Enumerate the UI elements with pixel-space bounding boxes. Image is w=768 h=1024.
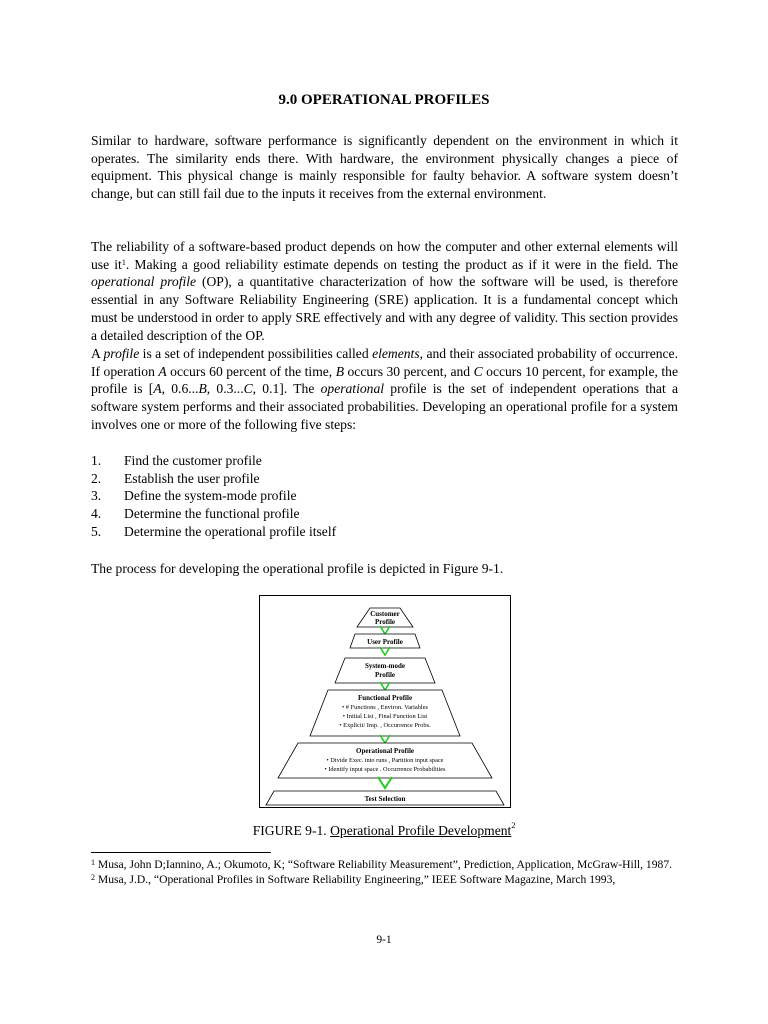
process-sentence: The process for developing the operational profile is depicted in Figure 9-1. xyxy=(91,561,504,576)
system-mode-label-2: Profile xyxy=(374,671,396,679)
footnote-marker: 2 xyxy=(91,873,95,882)
footnote-item xyxy=(91,857,681,872)
operational-profile-line: • Divide Exec. into runs , Partition input space xyxy=(326,757,444,764)
list-item-text: Determine the functional profile xyxy=(124,506,300,522)
list-item-text: Define the system-mode profile xyxy=(124,488,297,504)
paragraph-reliability xyxy=(91,238,678,344)
functional-profile-line: • # Functions , Environ. Variables xyxy=(341,704,429,711)
list-item-number: 5. xyxy=(91,523,102,539)
para3-text: , 0.1]. The xyxy=(252,381,321,397)
caption-prefix: FIGURE 9-1. xyxy=(252,823,331,838)
para3-italic: C xyxy=(473,363,483,379)
para3-text: , 0.6... xyxy=(161,381,199,397)
arrow-down-icon xyxy=(378,777,392,788)
para3-text: occurs 10 percent, for example, the profile is [ xyxy=(91,363,678,397)
page-number: 9-1 xyxy=(376,934,392,946)
list-item-text: Find the customer profile xyxy=(124,453,262,468)
para3-text: occurs 60 percent of the time, xyxy=(166,363,336,379)
footnote-item xyxy=(91,872,681,887)
footnote-ref-1[interactable]: 1 xyxy=(121,257,126,267)
para3-italic: A xyxy=(153,381,162,397)
footnote-marker: 1 xyxy=(91,858,95,867)
functional-profile-line: • Explicit/ Imp. , Occurrence Probs. xyxy=(339,722,431,729)
paragraph-process xyxy=(91,560,678,578)
para3-text: profile is the set of independent operations that a software system performs and their associated probabilities. Developing an operational profile for a system involves one or more of the following five steps: xyxy=(91,381,678,432)
para3-italic: operational xyxy=(320,381,385,397)
test-selection-label: Test Selection xyxy=(364,795,406,803)
para3-text: is a set of independent possibilities called xyxy=(139,346,373,361)
pyramid-svg xyxy=(260,596,512,809)
para3-text: , and their associated probability of occurrence. If operation xyxy=(91,346,678,379)
footnote-text: Musa, J.D., “Operational Profiles in Software Reliability Engineering,” IEEE Software Magazine, March 1993, xyxy=(95,873,616,886)
paragraph-profile-definition xyxy=(91,345,678,434)
list-item-number: 1. xyxy=(91,453,102,468)
para2-part-c: (OP), a quantitative characterization of how the software will be used, is therefore essential in any Software Reliability Engineering (SRE) application. It is a fundamental concept which must be understood in order to apply SRE effectively and with any degree of validity. This section provides a detailed description of the OP. xyxy=(91,274,679,343)
list-item-text: Determine the operational profile itself xyxy=(124,523,337,539)
footnotes xyxy=(91,857,681,887)
list-item-text: Establish the user profile xyxy=(124,470,260,486)
paragraph-intro xyxy=(91,132,678,203)
footnote-divider xyxy=(91,852,271,853)
para3-text: occurs 30 percent, and xyxy=(344,363,474,379)
functional-profile-line: • Initial List , Final Function List xyxy=(342,713,428,720)
section-title: 9.0 OPERATIONAL PROFILES xyxy=(278,92,490,108)
operational-profile-line: • Identify input space . Occurrence Probabilities xyxy=(324,766,446,773)
footnote-ref-2[interactable]: 2 xyxy=(511,821,516,830)
system-mode-label-1: System-mode xyxy=(364,662,406,670)
para3-italic: B xyxy=(335,363,345,379)
list-item-number: 3. xyxy=(91,488,102,504)
para2-italic-term: operational profile xyxy=(91,274,197,290)
para3-italic: B xyxy=(198,381,207,397)
list-item-number: 2. xyxy=(91,470,102,486)
customer-profile-label-2: Profile xyxy=(374,618,396,626)
para2-part-a: The reliability of a software-based product depends on how the computer and other external elements will use it xyxy=(91,239,678,272)
footnote-text: Musa, John D;Iannino, A.; Okumoto, K; “Software Reliability Measurement”, Prediction, Application, McGraw-Hill, 1987. xyxy=(95,858,673,871)
list-item-number: 4. xyxy=(91,506,102,522)
para2-part-b: . Making a good reliability estimate depends on testing the product as if it were in the field. The xyxy=(125,256,678,272)
figure-caption xyxy=(0,823,768,839)
para3-text: A xyxy=(91,346,104,361)
para3-italic: C xyxy=(243,381,253,397)
figure-pyramid-diagram xyxy=(259,595,511,808)
para3-text: , 0.3... xyxy=(206,381,244,397)
para3-italic: A xyxy=(158,363,167,379)
operational-profile-title: Operational Profile xyxy=(356,747,414,755)
paragraph-intro-text: Similar to hardware, software performance is significantly dependent on the environment in which it operates. The similarity ends there. With hardware, the environment physically changes a piece of equipment. This physical change is mainly responsible for faulty behavior. A software system doesn’t change, but can still fail due to the inputs it receives from the external environment. xyxy=(91,133,678,202)
para3-italic: elements xyxy=(372,346,420,361)
caption-title: Operational Profile Development xyxy=(330,823,512,838)
customer-profile-label-1: Customer xyxy=(370,610,400,618)
para3-italic: profile xyxy=(103,346,140,361)
user-profile-label: User Profile xyxy=(367,638,403,646)
functional-profile-title: Functional Profile xyxy=(357,694,413,702)
